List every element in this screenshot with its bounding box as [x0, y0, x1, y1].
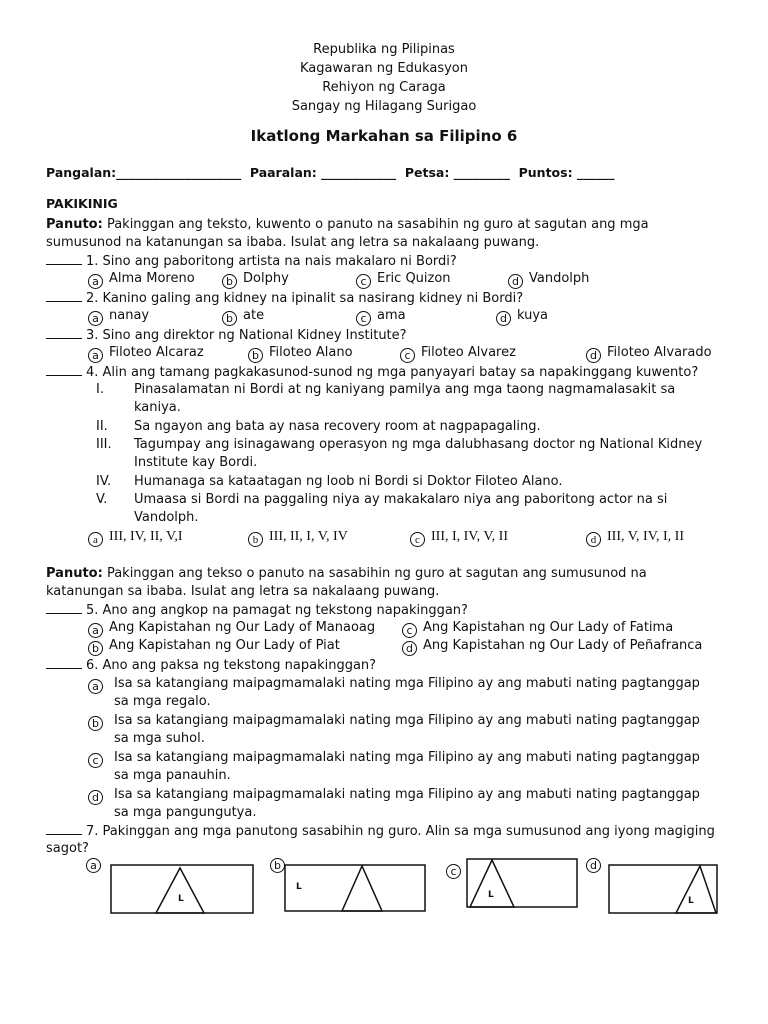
header-line-4: Sangay ng Hilagang Surigao: [291, 99, 477, 114]
question-4: 4. Alin ang tamang pagkakasunod-sunod ng mga panyayari batay sa napakinggang kuwento?: [46, 363, 736, 382]
option[interactable]: a Ang Kapistahan ng Our Lady of Manaoag: [88, 620, 375, 638]
answer-blank[interactable]: [46, 289, 82, 302]
question-2: 2. Kanino galing ang kidney na ipinalit sa nasirang kidney ni Bordi?: [46, 289, 736, 308]
answer-blank[interactable]: [46, 252, 82, 265]
option[interactable]: c Filoteo Alvarez: [400, 345, 516, 363]
page-title: Ikatlong Markahan sa Filipino 6: [250, 127, 518, 145]
option[interactable]: d Vandolph: [508, 271, 589, 289]
option[interactable]: d III, V, IV, I, II: [586, 529, 684, 547]
option[interactable]: c Isa sa katangiang maipagmamalaki nating mga Filipino ay ang mabuti nating pagtanggap sa mga panauhin.: [88, 749, 109, 768]
figure-mark: L: [488, 890, 494, 900]
option[interactable]: d Isa sa katangiang maipagmamalaki nating mga Filipino ay ang mabuti nating pagtanggap sa mga pangungutya.: [88, 786, 109, 805]
option[interactable]: b Filoteo Alano: [248, 345, 353, 363]
document-header: [0, 40, 768, 116]
directions-2-label: Panuto:: [46, 566, 103, 581]
question-1: 1. Sino ang paboritong artista na nais makalaro ni Bordi?: [46, 252, 736, 271]
option[interactable]: d kuya: [496, 308, 548, 326]
option[interactable]: a Alma Moreno: [88, 271, 195, 289]
question-7: 7. Pakinggan ang mga panutong sasabihin ng guro. Alin sa mga sumusunod ang iyong magiging: [46, 822, 736, 841]
question-6: 6. Ano ang paksa ng tekstong napakinggan?: [46, 656, 736, 675]
answer-blank[interactable]: [46, 326, 82, 339]
header-line-2: Kagawaran ng Edukasyon: [299, 61, 469, 76]
option[interactable]: c Eric Quizon: [356, 271, 451, 289]
option[interactable]: d Filoteo Alvarado: [586, 345, 712, 363]
figure-mark: L: [296, 882, 302, 892]
answer-blank[interactable]: [46, 822, 82, 835]
directions-2-line-1: Panuto: Pakinggan ang tekso o panuto na sasabihin ng guro at sagutan ang sumusunod na: [46, 566, 647, 581]
directions-2-line-2: katanungan sa ibaba. Isulat ang letra sa nakalaang puwang.: [46, 584, 440, 599]
question-5: 5. Ano ang angkop na pamagat ng tekstong napakinggan?: [46, 601, 736, 620]
option[interactable]: a nanay: [88, 308, 149, 326]
option[interactable]: a Filoteo Alcaraz: [88, 345, 204, 363]
figure-mark: L: [178, 894, 184, 904]
option[interactable]: b Ang Kapistahan ng Our Lady of Piat: [88, 638, 340, 656]
rectangle-triangle-figure: [466, 858, 596, 918]
directions-1-line-1: Panuto: Pakinggan ang teksto, kuwento o panuto na sasabihin ng guro at sagutan ang mga: [46, 217, 649, 232]
option[interactable]: b Isa sa katangiang maipagmamalaki nating mga Filipino ay ang mabuti nating pagtanggap sa mga suhol.: [88, 712, 109, 731]
question-7-line-2: sagot?: [46, 841, 89, 856]
option[interactable]: a III, IV, II, V,I: [88, 529, 183, 547]
option[interactable]: c Ang Kapistahan ng Our Lady of Fatima: [402, 620, 673, 638]
rectangle-triangle-figure: [284, 864, 434, 924]
answer-blank[interactable]: [46, 656, 82, 669]
rectangle-triangle-figure: [110, 864, 260, 924]
question-3: 3. Sino ang direktor ng National Kidney Institute?: [46, 326, 736, 345]
header-line-3: Rehiyon ng Caraga: [322, 80, 446, 95]
quiz-page: Republika ng Pilipinas Kagawaran ng Edukasyon Rehiyon ng Caraga Sangay ng Hilagang Surigao Ikatlong Markahan sa Filipino 6 Pangalan:____________________ Paaralan: ____________ Petsa: _________ Puntos: ______ PAKIKINIG Panuto: Pakinggan ang teksto, kuwento o panuto na sasabihin ng guro at sagutan ang mga sumusunod na katanungan sa ibaba. Isulat ang letra sa nakalaang puwang. 1. Sino ang paboritong artista na nais makalaro ni Bordi? a Alma Moreno b Dolphy c Eric Quizon d Vandolph 2. Kanino galing ang kidney na ipinalit sa nasirang kidney ni Bordi? a nanay b ate c ama d kuya 3. Sino ang direktor ng National Kidney Institute? a Filoteo Alcaraz b Filoteo Alano c Filoteo Alvarez d Filoteo Alvarado 4. Alin ang tamang pagkakasunod-sunod ng mga panyayari batay sa napakinggang kuwento? I. Pinasalamatan ni Bordi at ng kaniyang pamilya ang mga taong nagmamalasakit sa kaniya. II. Sa ngayon ang bata ay nasa recovery room at nagpapagaling. III. Tagumpay ang isinagawang operasyon ng mga dalubhasang doctor ng National Kidney Institute kay Bordi. IV. Humanaga sa kataatagan ng loob ni Bordi si Doktor Filoteo Alano. V. Umaasa si Bordi na paggaling niya ay makakalaro niya ang paboritong actor na si Vandolph. a III, IV, II, V,I b III, II, I, V, IV c III, I, IV, V, II d III, V, IV, I, II Panuto: Pakinggan ang tekso o panuto na sasabihin ng guro at sagutan ang sumusunod na katanungan sa ibaba. Isulat ang letra sa nakalaang puwang. 5. Ano ang angkop na pamagat ng tekstong napakinggan? a Ang Kapistahan ng Our Lady of Manaoag c Ang Kapistahan ng Our Lady of Fatima b Ang Kapistahan ng Our Lady of Piat d Ang Kapistahan ng Our Lady of Peñafranca 6. Ano ang paksa ng tekstong napakinggan? a Isa sa katangiang maipagmamalaki nating mga Filipino ay ang mabuti nating pagtanggap sa mga regalo. b Isa sa katangiang maipagmamalaki nating mga Filipino ay ang mabuti nating pagtanggap sa mga suhol. c Isa sa katangiang maipagmamalaki nating mga Filipino ay ang mabuti nating pagtanggap sa mga panauhin. d Isa sa katangiang maipagmamalaki nating mga Filipino ay ang mabuti nating pagtanggap sa mga pangungutya. 7. Pakinggan ang mga panutong sasabihin ng guro. Alin sa mga sumusunod ang iyong magiging sagot? a L b L c L d L: [0, 0, 768, 1024]
header-line-1: Republika ng Pilipinas: [313, 42, 455, 57]
student-info-line: Pangalan:____________________ Paaralan: ____________ Petsa: _________ Puntos: ______: [46, 165, 615, 180]
option[interactable]: b III, II, I, V, IV: [248, 529, 348, 547]
option[interactable]: c III, I, IV, V, II: [410, 529, 508, 547]
option[interactable]: b Dolphy: [222, 271, 289, 289]
option[interactable]: a Isa sa katangiang maipagmamalaki nating mga Filipino ay ang mabuti nating pagtanggap sa mga regalo.: [88, 675, 109, 694]
option[interactable]: b ate: [222, 308, 264, 326]
figure-mark: L: [688, 896, 694, 906]
answer-blank[interactable]: [46, 363, 82, 376]
section-heading: PAKIKINIG: [46, 196, 118, 211]
directions-1-label: Panuto:: [46, 217, 103, 232]
answer-blank[interactable]: [46, 601, 82, 614]
option[interactable]: c ama: [356, 308, 406, 326]
rectangle-triangle-figure: [608, 864, 748, 924]
directions-1-line-2: sumusunod na katanungan sa ibaba. Isulat ang letra sa nakalaang puwang.: [46, 235, 540, 250]
option[interactable]: d Ang Kapistahan ng Our Lady of Peñafranca: [402, 638, 702, 656]
